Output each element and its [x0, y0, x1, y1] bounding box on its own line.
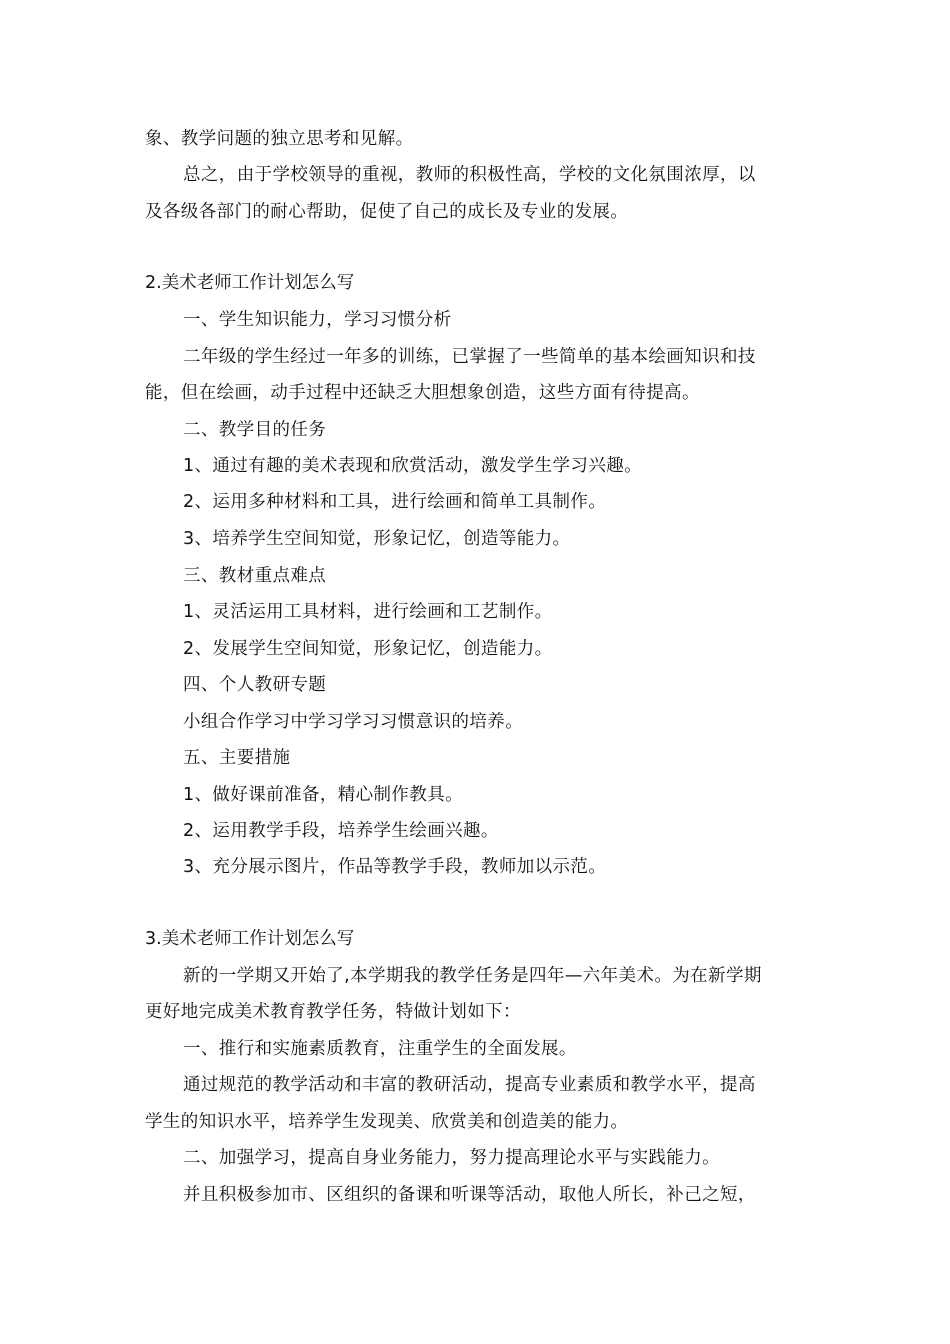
section-heading: 2.美术老师工作计划怎么写: [145, 273, 355, 293]
paragraph-line: 通过规范的教学活动和丰富的教研活动，提高专业素质和教学水平，提高: [183, 1075, 756, 1095]
subsection-title: 一、推行和实施素质教育，注重学生的全面发展。: [183, 1039, 577, 1059]
list-item: 1、灵活运用工具材料，进行绘画和工艺制作。: [183, 602, 553, 622]
paragraph-line: 象、教学问题的独立思考和见解。: [145, 129, 414, 149]
paragraph-line: 并且积极参加市、区组织的备课和听课等活动，取他人所长，补己之短，: [183, 1185, 756, 1205]
section-heading: 3.美术老师工作计划怎么写: [145, 929, 355, 949]
paragraph-line: 能，但在绘画，动手过程中还缺乏大胆想象创造，这些方面有待提高。: [145, 383, 700, 403]
list-item: 3、培养学生空间知觉，形象记忆，创造等能力。: [183, 529, 571, 549]
paragraph-line: 总之，由于学校领导的重视，教师的积极性高，学校的文化氛围浓厚，以: [183, 165, 756, 185]
list-item: 3、充分展示图片，作品等教学手段，教师加以示范。: [183, 857, 607, 877]
subsection-title: 五、主要措施: [183, 748, 291, 768]
list-item: 2、运用多种材料和工具，进行绘画和简单工具制作。: [183, 492, 607, 512]
list-item: 2、运用教学手段，培养学生绘画兴趣。: [183, 821, 499, 841]
paragraph-line: 小组合作学习中学习学习习惯意识的培养。: [183, 712, 524, 732]
paragraph-line: 学生的知识水平，培养学生发现美、欣赏美和创造美的能力。: [145, 1112, 629, 1132]
subsection-title: 四、个人教研专题: [183, 675, 327, 695]
paragraph-line: 二年级的学生经过一年多的训练，已掌握了一些简单的基本绘画知识和技: [183, 347, 756, 367]
paragraph-line: 及各级各部门的耐心帮助，促使了自己的成长及专业的发展。: [145, 202, 629, 222]
paragraph-line: 新的一学期又开始了,本学期我的教学任务是四年—六年美术。为在新学期: [183, 966, 762, 986]
list-item: 2、发展学生空间知觉，形象记忆，创造能力。: [183, 639, 553, 659]
list-item: 1、通过有趣的美术表现和欣赏活动，激发学生学习兴趣。: [183, 456, 643, 476]
paragraph-line: 更好地完成美术教育教学任务，特做计划如下：: [145, 1002, 521, 1022]
subsection-title: 一、学生知识能力，学习习惯分析: [183, 310, 452, 330]
subsection-title: 二、加强学习，提高自身业务能力，努力提高理论水平与实践能力。: [183, 1148, 720, 1168]
list-item: 1、做好课前准备，精心制作教具。: [183, 785, 464, 805]
subsection-title: 三、教材重点难点: [183, 566, 327, 586]
subsection-title: 二、教学目的任务: [183, 420, 327, 440]
